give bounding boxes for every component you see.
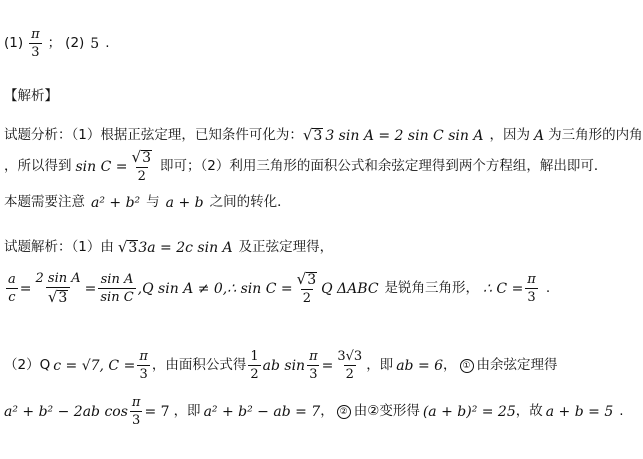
- part2-text: ，由面积公式得: [151, 356, 247, 373]
- fraction-pi-over-3: $\frac{\pi}{3}$: [309, 349, 318, 382]
- answer-part2-label: (2): [65, 34, 85, 51]
- circled-1: ①: [460, 359, 474, 373]
- circled-2: ②: [337, 405, 351, 419]
- cosine-law-expr: a² + b² − 2ab cos: [4, 403, 128, 420]
- fraction-denominator: 3: [31, 45, 40, 60]
- final-answer: a + b = 5: [545, 403, 614, 420]
- fraction-pi-over-3: $\frac{\pi}{3}$: [131, 395, 141, 428]
- analysis-header: 【解析】: [4, 88, 58, 104]
- analysis-text: 与: [146, 194, 160, 211]
- solution-line-1: [4, 240, 333, 255]
- solution-text: 及正弦定理得，: [238, 238, 334, 255]
- solution-text: 是锐角三角形，: [384, 279, 480, 296]
- part2-text: 由余弦定理得: [476, 356, 558, 373]
- solution-line-2: $\frac{a}{c}$ = 2 sin A √ 3 = $\frac{\text{sin A}}{\text{sin C}}$ ,Q sin A ≠ 0,∴ sin C = √ 3 2 Q ΔABC 是锐角三角形， ∴ C = $\frac{\pi}{3}$ .: [8, 270, 551, 306]
- analysis-text: 为三角形的内角: [548, 126, 643, 143]
- analysis-text: 试题分析：（1）根据正弦定理，已知条件可化为：: [4, 126, 303, 143]
- answer-separator: ；: [47, 34, 62, 51]
- fraction-sqrt3-over-2: √ 3 2: [131, 148, 152, 184]
- part2-text: ，故: [515, 402, 543, 419]
- fraction-sqrt3-over-2: √ 3 2: [296, 270, 317, 306]
- solution-expr: ,Q sin A ≠ 0,∴ sin C =: [137, 280, 293, 297]
- fraction-3sqrt3-over-2: $\frac{3√3}{2}$: [337, 349, 363, 382]
- period: .: [619, 402, 624, 419]
- expr-a-plus-b: a + b: [165, 195, 204, 211]
- sinC-label: sin C =: [75, 158, 128, 175]
- answer-part2-value: 5: [90, 35, 100, 52]
- fraction-a-over-c: $\frac{a}{c}$: [8, 272, 16, 305]
- part2-text: 由②变形得: [353, 402, 420, 419]
- fraction-pi-over-3: $\frac{\pi}{3}$: [527, 272, 536, 305]
- sqrt-3: √ 3: [117, 238, 138, 256]
- part2-line-1: （2）Q c = √7, C = $\frac{\pi}{3}$ ，由面积公式得 $\frac{1}{2}$ ab sin $\frac{\pi}{3}$ = $\frac{3√3}{2}$ ，即 ab = 6 ， ① 由余弦定理得: [4, 349, 558, 382]
- fraction-2sinA-over-sqrt3: 2 sin A √ 3: [35, 271, 81, 306]
- answer-part1-label: (1): [4, 34, 24, 51]
- equation-sine: 3 sin A = 2 sin C sin A: [325, 127, 484, 144]
- equation-given: 3a = 2c sin A: [138, 239, 233, 256]
- part2-text: ，即: [173, 402, 201, 419]
- part2-line-2: a² + b² − 2ab cos $\frac{\pi}{3}$ = 7 ，即 a² + b² − ab = 7 ， ② 由②变形得 (a + b)² = 25 ，故 a + b = 5 .: [4, 395, 624, 428]
- analysis-line-2: [4, 150, 607, 183]
- triangle-abc: Q ΔABC: [321, 280, 379, 297]
- equation-squared: (a + b)² = 25: [422, 403, 516, 420]
- analysis-line-3: [4, 196, 291, 210]
- expr-a2-plus-b2: a² + b²: [91, 195, 141, 211]
- part2-text: ，即: [366, 356, 394, 373]
- fraction-numerator: π: [31, 27, 40, 42]
- analysis-text: ，因为: [489, 126, 530, 143]
- analysis-text: 即可；（2）利用三角形的面积公式和余弦定理得到两个方程组，解出即可．: [160, 157, 608, 174]
- analysis-text: 之间的转化．: [209, 194, 291, 211]
- given-c-and-C: c = √7, C =: [53, 357, 136, 374]
- answer-fraction-pi-over-3: [29, 28, 42, 59]
- answer-line: [4, 28, 110, 59]
- var-A: A: [533, 127, 545, 144]
- fraction-pi-over-3: $\frac{\pi}{3}$: [139, 349, 148, 382]
- therefore-C: ∴ C =: [483, 280, 524, 297]
- solution-text: 试题解析：（1）由: [4, 238, 114, 255]
- analysis-text: 本题需要注意: [4, 194, 85, 211]
- period: .: [545, 279, 551, 296]
- answer-period: .: [105, 34, 110, 51]
- equation-2: a² + b² − ab = 7: [203, 403, 321, 420]
- ab-sin: ab sin: [262, 357, 306, 374]
- sqrt-3: √ 3: [302, 126, 323, 144]
- fraction-sinA-over-sinC: $\frac{\text{sin A}}{\text{sin C}}$: [100, 272, 134, 305]
- analysis-line-1: [4, 128, 643, 143]
- analysis-text: ，所以得到: [4, 157, 72, 174]
- fraction-one-half: $\frac{1}{2}$: [250, 349, 259, 382]
- part2-text: （2）Q: [4, 356, 51, 373]
- ab-equals-6: ab = 6: [396, 357, 444, 374]
